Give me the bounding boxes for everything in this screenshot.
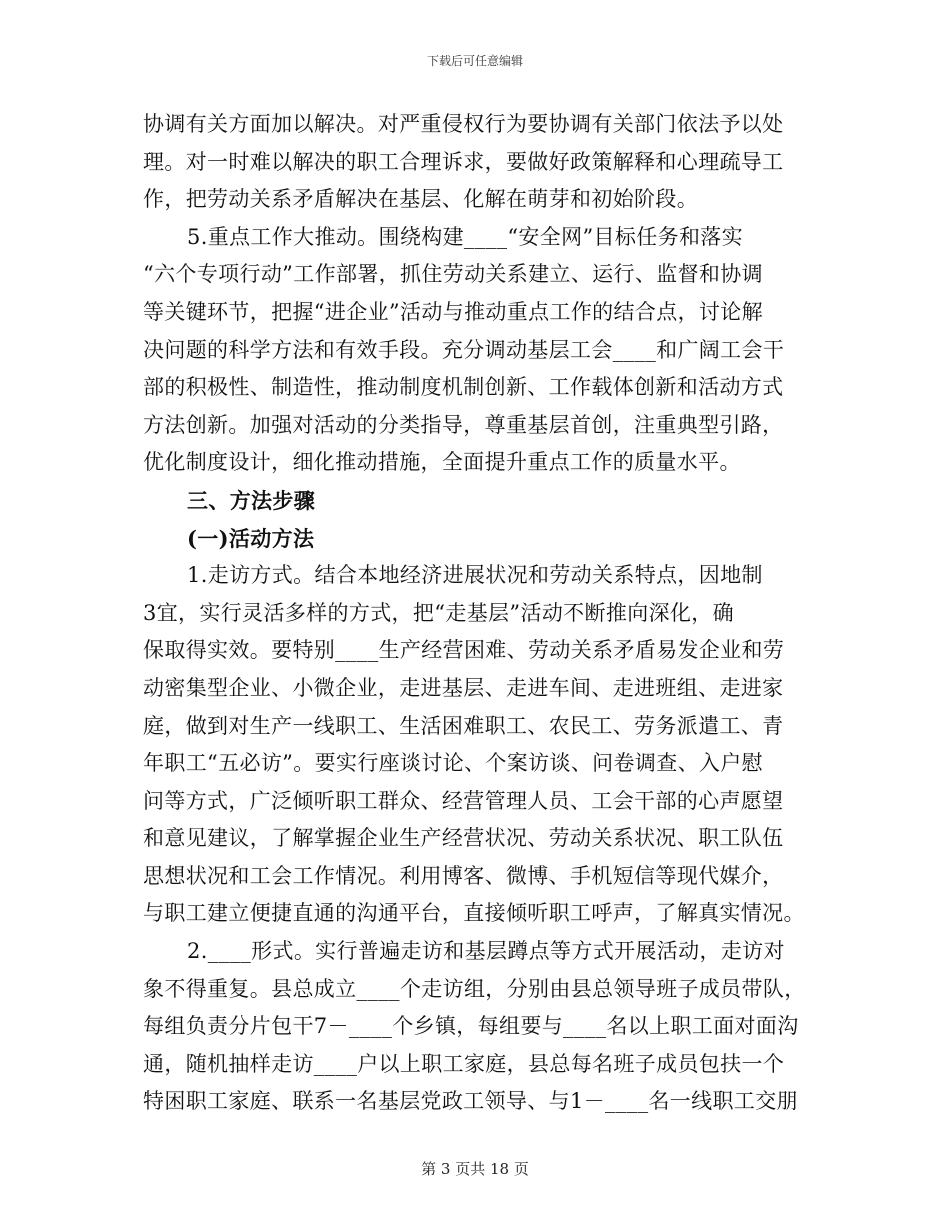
body-line: 部的积极性、制造性，推动制度机制创新、工作载体创新和活动方式 [143, 375, 784, 400]
body-line: 5.重点工作大推动。围绕构建____“安全网”目标任务和落实 [187, 224, 744, 249]
body-line: 方法创新。加强对活动的分类指导，尊重基层首创，注重典型引路， [143, 412, 784, 437]
body-line: 问等方式，广泛倾听职工群众、经营管理人员、工会干部的心声愿望 [143, 788, 784, 813]
body-line: 等关键环节，把握“进企业”活动与推动重点工作的结合点，讨论解 [143, 299, 763, 324]
body-line: 思想状况和工会工作情况。利用博客、微博、手机短信等现代媒介， [143, 863, 784, 888]
page-header-note: 下载后可任意编辑 [426, 54, 523, 68]
body-line: 象不得重复。县总成立____个走访组，分别由县总领导班子成员带队， [143, 976, 806, 1001]
body-line: 1.走访方式。结合本地经济进展状况和劳动关系特点，因地制 [187, 563, 763, 588]
body-line: 庭，做到对生产一线职工、生活困难职工、农民工、劳务派遣工、青 [143, 713, 784, 738]
body-line: 通，随机抽样走访____户以上职工家庭，县总每名班子成员包扶一个 [143, 1051, 785, 1076]
body-line: 每组负责分片包干7－____个乡镇，每组要与____名以上职工面对面沟 [143, 1014, 799, 1039]
body-line: 和意见建议，了解掌握企业生产经营状况、劳动关系状况、职工队伍 [143, 826, 784, 851]
body-line: 3宜，实行灵活多样的方式，把“走基层”活动不断推向深化，确 [143, 600, 734, 625]
body-line: 决问题的科学方法和有效手段。充分调动基层工会____和广阔工会干 [143, 337, 785, 362]
body-line: 特困职工家庭、联系一名基层党政工领导、与1－____名一线职工交朋 [143, 1089, 798, 1114]
body-line: 保取得实效。要特别____生产经营困难、劳动关系矛盾易发企业和劳 [143, 638, 785, 663]
body-line: 优化制度设计，细化推动措施，全面提升重点工作的质量水平。 [143, 450, 741, 475]
subsection-heading: (一)活动方法 [187, 525, 315, 551]
body-line: “六个专项行动”工作部署，抓住劳动关系建立、运行、监督和协调 [143, 262, 763, 287]
document-body [143, 106, 815, 1121]
body-line: 协调有关方面加以解决。对严重侵权行为要协调有关部门依法予以处 [143, 112, 784, 136]
page-number-footer: 第 3 页共 18 页 [421, 1160, 529, 1178]
body-line: 动密集型企业、小微企业，走进基层、走进车间、走进班组、走进家 [143, 675, 784, 700]
body-line: 理。对一时难以解决的职工合理诉求，要做好政策解释和心理疏导工 [143, 149, 784, 174]
body-line: 作，把劳动关系矛盾解决在基层、化解在萌芽和初始阶段。 [143, 187, 699, 212]
body-line: 2.____形式。实行普遍走访和基层蹲点等方式开展活动，走访对 [187, 939, 785, 964]
body-line: 与职工建立便捷直通的沟通平台，直接倾听职工呼声，了解真实情况。 [143, 901, 805, 926]
body-line: 年职工“五必访”。要实行座谈讨论、个案访谈、问卷调查、入户慰 [143, 751, 763, 776]
section-heading: 三、方法步骤 [187, 487, 316, 513]
